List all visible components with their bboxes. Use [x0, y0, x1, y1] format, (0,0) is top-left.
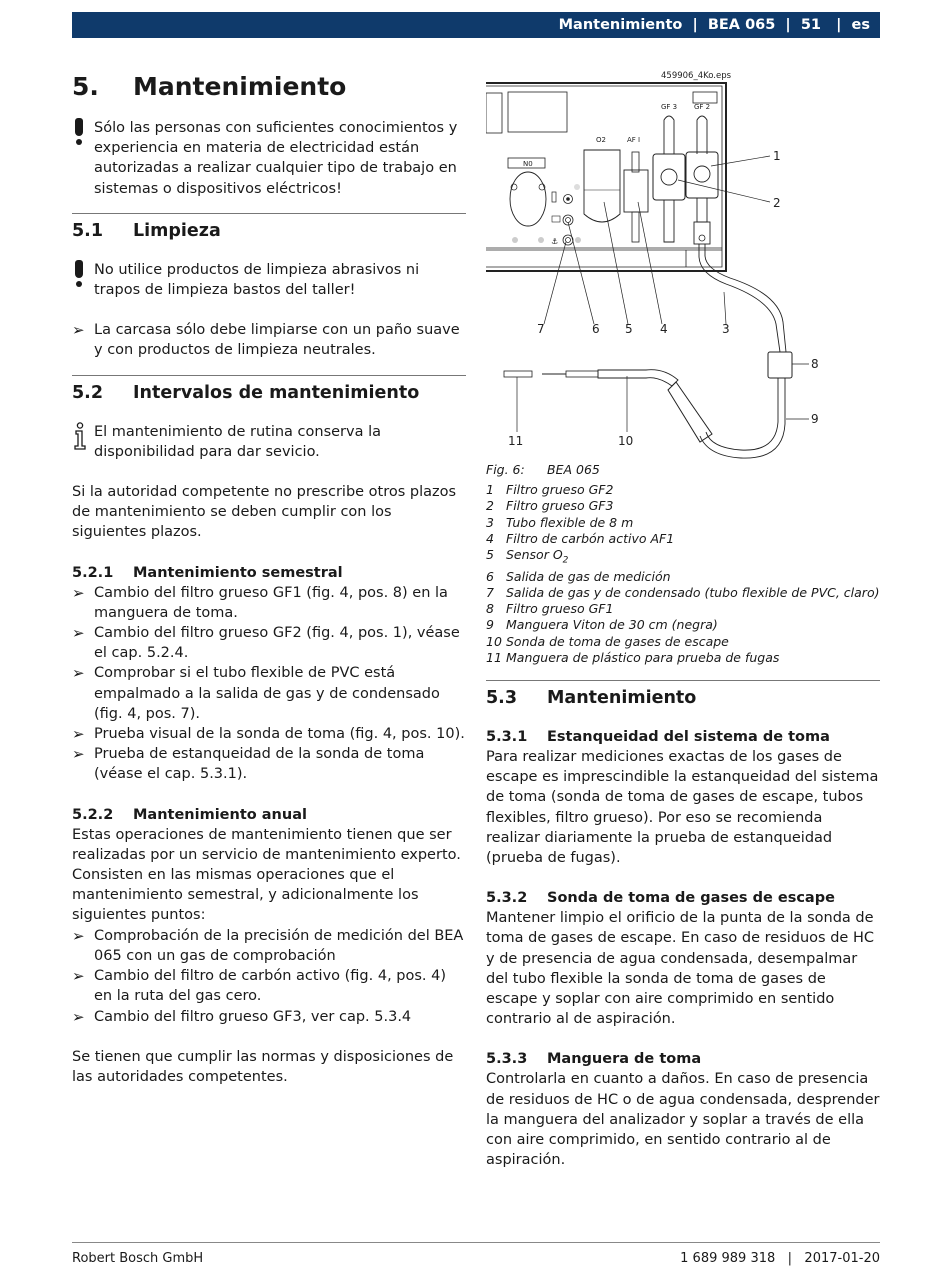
- info-block: [72, 422, 466, 462]
- section-5-2-1-heading: [72, 563, 466, 583]
- list-item: ➢ Comprobación de la precisión de medición del BEA 065 con un gas de comprobación: [72, 926, 464, 964]
- gf3-label: GF 3: [661, 103, 678, 111]
- section-title: Sonda de toma de gases de escape: [547, 890, 835, 907]
- callout-11: 11: [508, 434, 524, 448]
- arrow-bullet-icon: ➢: [72, 664, 85, 683]
- port-center: [566, 218, 571, 223]
- arrow-bullet-icon: ➢: [72, 321, 85, 340]
- legend-item: 9 Manguera Viton de 30 cm (negra): [486, 617, 718, 633]
- gf3-lower-tube: [664, 200, 674, 242]
- paragraph: Estas operaciones de mantenimiento tienen que ser realizadas por un servicio de mantenimiento experto. Consisten en las mismas operaciones que el mantenimiento semestral, y adicionalmente los siguientes puntos:: [72, 826, 461, 924]
- section-divider: [486, 680, 880, 681]
- list-item: ➢ La carcasa sólo debe limpiarse con un paño suave y con productos de limpieza neutrales.: [72, 321, 460, 359]
- callout-6: 6: [592, 322, 600, 336]
- list-item: ➢ Cambio del filtro grueso GF3, ver cap. 5.3.4: [72, 1007, 412, 1026]
- paragraph: Controlarla en cuanto a daños. En caso de presencia de residuos de HC o de agua condensada, desprender la manguera del analizador y soplar a través de ella con aire comprimido, en sentido contrario al de aspiración.: [486, 1071, 880, 1169]
- caption-title: BEA 065: [547, 462, 600, 477]
- subscript: 2: [562, 555, 569, 566]
- header-text: Mantenimiento | BEA 065 | 51 | es: [558, 17, 870, 33]
- afi-label: AF I: [627, 136, 641, 144]
- section-title: Manguera de toma: [547, 1051, 702, 1068]
- filter-gauge-icon: [661, 169, 677, 185]
- callout-3: 3: [722, 322, 730, 336]
- paragraph: Si la autoridad competente no prescribe otros plazos de mantenimiento se deben cumplir con los siguientes plazos.: [72, 484, 457, 541]
- warning-text: No utilice productos de limpieza abrasivos ni trapos de limpieza bastos del taller!: [94, 261, 420, 299]
- coarse-filter-gf1: [768, 352, 792, 378]
- gf3-tube: [664, 116, 674, 154]
- cleaning-list: [72, 320, 466, 360]
- ground-symbol-icon: ⚓: [551, 237, 559, 246]
- viton-hose: [706, 378, 778, 450]
- hose-8m: [705, 244, 786, 352]
- device-panel: [693, 92, 717, 103]
- section-5-3-1-heading: [486, 727, 880, 747]
- exclamation-warning-icon: [72, 260, 86, 288]
- device-panel: [508, 92, 567, 132]
- warning-text: Sólo las personas con suficientes conocimientos y experiencia en materia de electricidad están autorizadas a realizar cualquier tipo de trabajo en sistemas o dispositivos eléctricos!: [94, 120, 458, 197]
- section-number: 5.2.2: [72, 806, 114, 823]
- section-5-3-heading: [486, 685, 880, 711]
- connector-icon: [552, 192, 556, 202]
- list-item: ➢ Comprobar si el tubo flexible de PVC está empalmado a la salida de gas y de condensado (fig. 4, pos. 7).: [72, 664, 440, 722]
- arrow-bullet-icon: ➢: [72, 926, 85, 945]
- section-5-2-heading: [72, 380, 466, 406]
- page-header-bar: [72, 12, 880, 38]
- arrow-bullet-icon: ➢: [72, 967, 85, 986]
- section-number: 5.3.1: [486, 728, 528, 745]
- caption-label: Fig. 6:: [486, 462, 525, 477]
- section-title: Mantenimiento: [547, 687, 697, 708]
- n0-label: N0: [523, 160, 533, 168]
- info-icon: [72, 422, 88, 450]
- section-title: Intervalos de mantenimiento: [133, 382, 420, 403]
- legend-item: 7 Salida de gas y de condensado (tubo flexible de PVC, claro): [486, 584, 880, 600]
- section-title: Estanqueidad del sistema de toma: [547, 728, 830, 745]
- gf2-lower-tube: [697, 198, 707, 222]
- section-title: Mantenimiento: [133, 71, 347, 101]
- callout-lines: [517, 156, 809, 432]
- gas-outlet-port: [563, 215, 573, 225]
- section-5-2-2-heading: [72, 805, 466, 825]
- section-divider: [72, 213, 466, 214]
- section-divider: [72, 375, 466, 376]
- section-number: 5.2: [72, 382, 104, 403]
- section-number: 5.3.2: [486, 890, 528, 907]
- arrow-bullet-icon: ➢: [72, 725, 85, 744]
- afi-tube: [632, 152, 639, 172]
- arrow-bullet-icon: ➢: [72, 583, 85, 602]
- arrow-bullet-icon: ➢: [72, 1007, 85, 1026]
- paragraph: Se tienen que cumplir las normas y disposiciones de las autoridades competentes.: [72, 1048, 454, 1085]
- list-item: ➢ Prueba visual de la sonda de toma (fig. 4, pos. 10).: [72, 725, 465, 744]
- viton-hose: [700, 378, 785, 458]
- callout-9: 9: [811, 412, 819, 426]
- list-item: ➢ Prueba de estanqueidad de la sonda de toma (véase el cap. 5.3.1).: [72, 745, 425, 783]
- device-housing: [486, 83, 726, 271]
- device-housing-inner: [486, 86, 722, 267]
- list-item: ➢ Cambio del filtro grueso GF2 (fig. 4, pos. 1), véase el cap. 5.2.4.: [72, 624, 460, 662]
- n0-sensor: [510, 172, 546, 226]
- legend-item: 1 Filtro grueso GF2: [486, 482, 614, 498]
- probe-spring: [566, 371, 598, 377]
- port-center: [566, 238, 571, 243]
- legend-item: 3 Tubo flexible de 8 m: [486, 514, 634, 530]
- coarse-filter-gf3: [653, 154, 685, 200]
- probe-handle: [668, 382, 712, 442]
- activated-carbon-filter: [624, 170, 648, 212]
- hose-8m: [699, 244, 780, 352]
- section-number: 5.3: [486, 687, 518, 708]
- info-text: El mantenimiento de rutina conserva la disponibilidad para dar sevicio.: [94, 423, 381, 460]
- callout-8: 8: [811, 357, 819, 371]
- figure-filename: 459906_4Ko.eps: [661, 71, 732, 81]
- callout-4: 4: [660, 322, 668, 336]
- afi-tube: [632, 212, 639, 242]
- section-number: 5.1: [72, 220, 104, 241]
- exclamation-warning-icon: [72, 118, 86, 146]
- legend-item: 8 Filtro grueso GF1: [486, 601, 614, 617]
- paragraph: Para realizar mediciones exactas de los gases de escape es imprescindible la estanqueidad del sistema de toma (sonda de toma de gases de escape, tubos flexibles, filtro grueso). Por eso se recomienda realizar diariamente la prueba de estanqueidad (prueba de fugas).: [486, 748, 879, 866]
- callout-5: 5: [625, 322, 633, 336]
- footer-company: Robert Bosch GmbH: [72, 1251, 204, 1266]
- section-title: Mantenimiento anual: [133, 806, 307, 823]
- section-title: Limpieza: [133, 220, 221, 241]
- leak-test-hose: [504, 371, 532, 377]
- port-center: [699, 235, 705, 241]
- right-column: [486, 62, 880, 1170]
- warning-block: [72, 260, 466, 300]
- footer-divider: [72, 1242, 880, 1243]
- arrow-bullet-icon: ➢: [72, 745, 85, 764]
- section-5-3-2-heading: [486, 888, 880, 908]
- outlet-symbol-icon: [552, 216, 560, 222]
- annual-list: [72, 926, 466, 1027]
- section-number: 5.3.3: [486, 1051, 528, 1068]
- paragraph: Mantener limpio el orificio de la punta de la sonda de toma de gases de escape. En caso de residuos de HC y de presencia de agua condensada, desempalmar del tubo flexible la sonda de toma de gases de escape y soplar con aire comprimido en sentido contrario al de aspiración.: [486, 910, 874, 1028]
- arrow-bullet-icon: ➢: [72, 624, 85, 643]
- led-indicator: [575, 237, 581, 243]
- figure-legend: [486, 482, 880, 666]
- led-indicator: [512, 237, 518, 243]
- probe-tube: [598, 370, 678, 386]
- gf2-label: GF 2: [694, 103, 711, 111]
- callout-10: 10: [618, 434, 634, 448]
- coarse-filter-gf2: [686, 152, 718, 198]
- device-diagram: [486, 62, 880, 462]
- filter-gauge-icon: [694, 166, 710, 182]
- device-panel: [486, 93, 502, 133]
- legend-item: 5 Sensor $O_2$: [486, 547, 569, 566]
- legend-item: 2 Filtro grueso GF3: [486, 498, 614, 514]
- section-title: Mantenimiento semestral: [133, 564, 343, 581]
- section-number: 5.2.1: [72, 564, 114, 581]
- callout-1: 1: [773, 149, 781, 163]
- legend-item: 10 Sonda de toma de gases de escape: [486, 633, 729, 649]
- led-indicator: [574, 184, 580, 190]
- section-number: 5.: [72, 71, 99, 101]
- list-item: ➢ Cambio del filtro grueso GF1 (fig. 4, pos. 8) en la manguera de toma.: [72, 583, 448, 621]
- footer-docinfo: 1 689 989 318 | 2017-01-20: [680, 1251, 880, 1266]
- semestral-list: [72, 583, 466, 785]
- port-center: [566, 197, 570, 201]
- left-column: [72, 62, 466, 1087]
- legend-item: 6 Salida de gas de medición: [486, 568, 671, 584]
- section-5-3-3-heading: [486, 1049, 880, 1069]
- callout-2: 2: [773, 196, 781, 210]
- figure-caption: [486, 462, 880, 478]
- led-indicator: [538, 237, 544, 243]
- legend-item: 4 Filtro de carbón activo AF1: [486, 530, 675, 546]
- section-5-heading: [72, 66, 466, 106]
- list-item: ➢ Cambio del filtro de carbón activo (fig. 4, pos. 4) en la ruta del gas cero.: [72, 967, 447, 1005]
- legend-item: 11 Manguera de plástico para prueba de fugas: [486, 649, 780, 665]
- warning-block: [72, 118, 466, 199]
- o2-sensor: [584, 150, 620, 222]
- gf2-tube: [697, 116, 707, 154]
- callout-7: 7: [537, 322, 545, 336]
- figure-bea065: [486, 62, 880, 462]
- section-5-1-heading: [72, 218, 466, 244]
- o2-label: O2: [596, 136, 606, 144]
